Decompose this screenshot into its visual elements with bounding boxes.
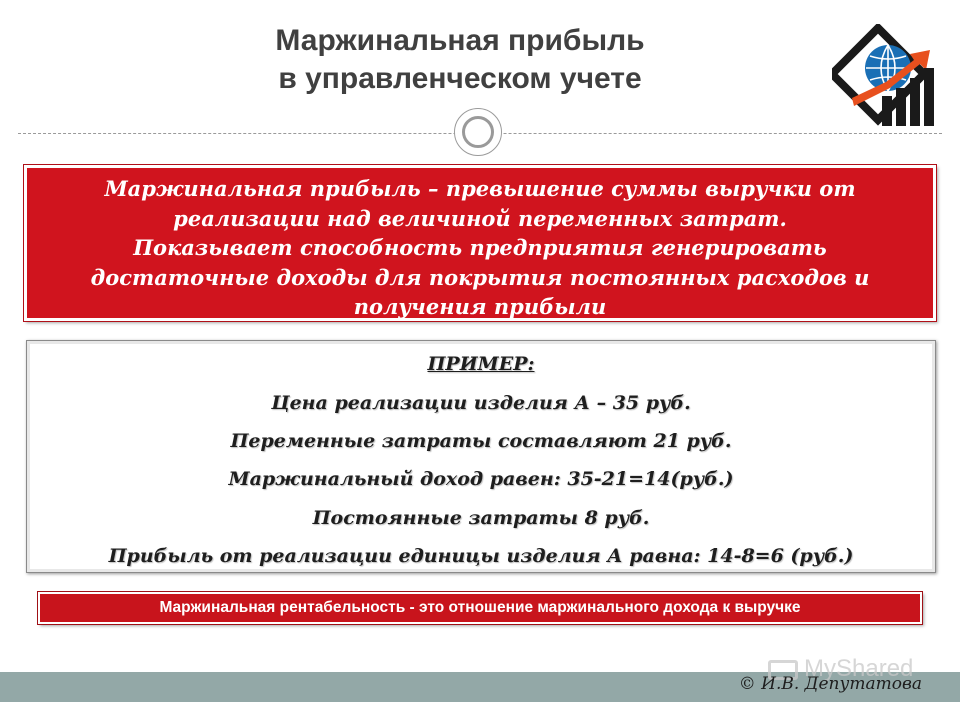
slide-title [0, 22, 960, 98]
example-line-profit: Прибыль от реализации единицы изделия А равна: 14-8=6 (руб.) [108, 545, 854, 567]
definition-line: получения прибыли [353, 294, 607, 319]
example-line-price: Цена реализации изделия А – 35 руб. [271, 392, 691, 414]
definition-line: реализации над величиной переменных затрат. [173, 205, 787, 231]
example-heading: ПРИМЕР: [427, 353, 535, 375]
example-line-margin: Маржинальный доход равен: 35-21=14(руб.) [228, 468, 734, 490]
title-line-2: в управленческом учете [278, 62, 642, 95]
definition-line: Маржинальная прибыль – превышение суммы выручки от [104, 176, 856, 201]
example-box [26, 340, 936, 573]
circle-ornament-icon [454, 108, 502, 156]
example-line-variable-costs: Переменные затраты составляют 21 руб. [230, 430, 732, 452]
definition-line: достаточные доходы для покрытия постоянных расходов и [90, 264, 870, 290]
definition-box [24, 165, 936, 321]
example-line-fixed-costs: Постоянные затраты 8 руб. [312, 507, 650, 529]
globe-chart-logo-icon [832, 24, 944, 134]
definition-line: Показывает способность предприятия генерировать [133, 235, 827, 260]
watermark-text: MyShared [804, 655, 914, 682]
copyright: © И.В. Депутатова [738, 674, 922, 694]
profitability-note: Маржинальная рентабельность - это отношение маржинального дохода к выручке [38, 592, 922, 624]
title-line-1: Маржинальная прибыль [275, 24, 645, 57]
